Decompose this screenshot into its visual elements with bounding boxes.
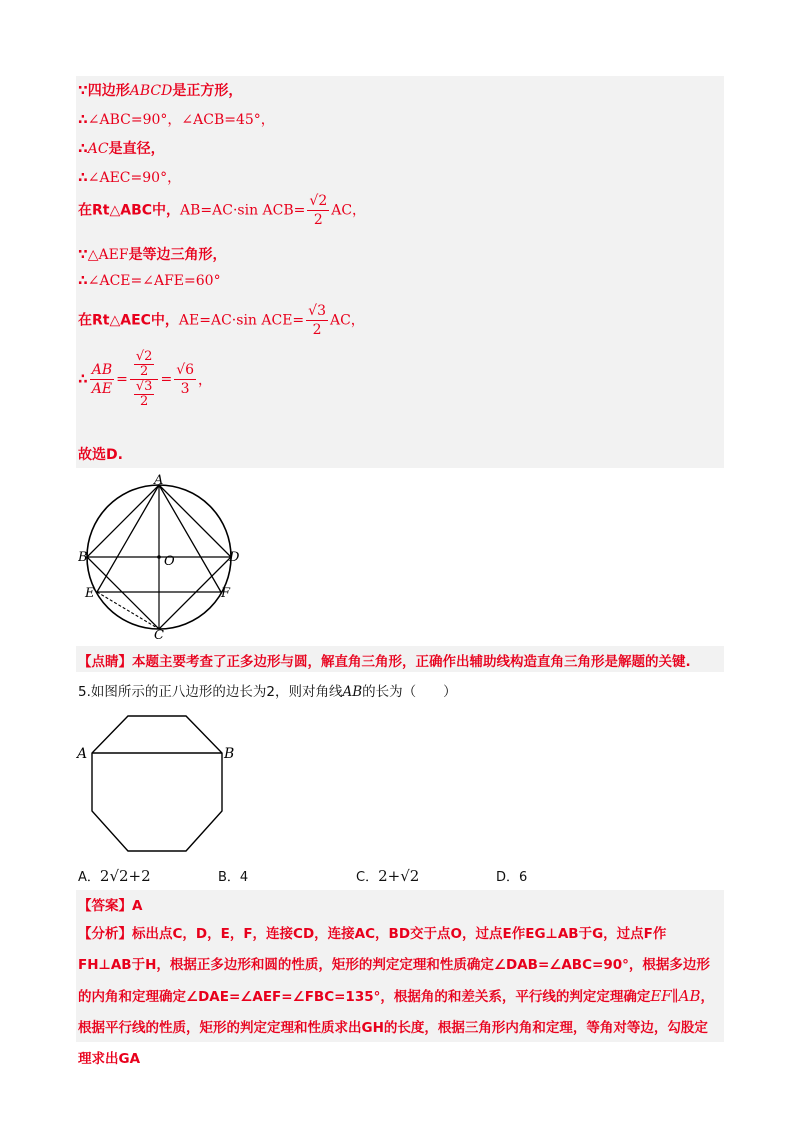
math: AB=AC·sin ACB=: [180, 202, 306, 219]
solution-line-9: [78, 350, 212, 409]
solution-line-4: [78, 167, 181, 187]
fraction-numerator: √3: [308, 303, 326, 319]
fraction-denominator: [130, 380, 159, 409]
option-letter: A．: [78, 870, 100, 885]
option-b[interactable]: [218, 866, 248, 885]
therefore-symbol: ∴: [78, 273, 88, 289]
solution-line-1: [78, 80, 242, 100]
comment-tag: 【点睛】: [78, 654, 132, 670]
comment-line: [78, 650, 691, 670]
math: AC，: [329, 312, 365, 329]
fraction-denominator: 2: [140, 394, 149, 409]
text: 在Rt△AEC中，: [78, 312, 179, 329]
label-b: B: [224, 746, 235, 762]
label-o: O: [164, 554, 175, 569]
text: 四边形: [87, 83, 130, 99]
solution-line-2: [78, 109, 275, 129]
label-f: F: [221, 586, 231, 601]
fraction-denominator: 2: [140, 364, 149, 379]
text: 在Rt△ABC中，: [78, 202, 181, 219]
label-c: C: [154, 628, 164, 640]
fraction-numerator: √2: [309, 193, 328, 209]
solution-line-3: [78, 138, 165, 158]
fraction-numerator: AB: [91, 362, 113, 378]
text: 是直径，: [108, 141, 165, 157]
math: △AEF: [87, 247, 129, 263]
analysis-paragraph: [78, 919, 718, 1075]
option-value: 4: [239, 870, 249, 885]
center-point: [157, 555, 161, 559]
answer-tag: 【答案】: [78, 898, 132, 914]
therefore-symbol: ∴: [78, 170, 88, 186]
math: ，: [198, 372, 213, 389]
var: AC: [87, 141, 109, 157]
analysis-text: ，根据平行线的性质，矩形的判定定理和性质求出GH的长度，根据三角形内角和定理，等角对等边，勾股定理求出GA: [78, 989, 715, 1067]
text: 是正方形，: [172, 83, 243, 99]
compound-fraction: [130, 350, 159, 409]
question-line: [78, 680, 457, 700]
solution-panel: [76, 76, 724, 468]
fraction-numerator: √2: [135, 349, 153, 364]
solution-line-7: [78, 273, 221, 289]
fraction: [306, 302, 328, 339]
math: AC，: [331, 202, 367, 219]
math: AE=AC·sin ACE=: [178, 312, 305, 329]
choose-answer-line: 故选D.: [78, 447, 123, 463]
question-tail: 的长为（ ）: [362, 684, 457, 700]
option-c[interactable]: [356, 866, 419, 885]
analysis-text: 标出点C，D，E，F，连接CD，连接AC，BD交于点O，过点E作EG⊥AB于G，过点F作FH⊥AB于H，根据正多边形和圆的性质，矩形的判定定理和性质确定∠DAB=∠ABC=90°，根据多边形的内角和定理确定∠DAE=∠AEF=∠FBC=135°，根据角的和差关系，平行线的判定定理确定: [78, 926, 710, 1005]
math: ∠ACE=∠AFE=60°: [87, 273, 221, 289]
fraction-numerator: √6: [176, 362, 195, 378]
equals: =: [160, 371, 173, 388]
fraction-denominator: 3: [180, 381, 190, 397]
label-e: E: [85, 586, 95, 601]
math: ∠AEC=90°，: [87, 170, 182, 186]
because-symbol: ∵: [78, 83, 88, 99]
fraction-denominator: 2: [313, 212, 323, 228]
answer-value: A: [132, 898, 143, 914]
question-number: 5.: [78, 684, 91, 700]
var: ABCD: [129, 83, 173, 99]
ratio-fraction: [90, 361, 114, 398]
label-b: B: [78, 550, 88, 565]
label-d: D: [229, 550, 240, 565]
option-letter: B．: [218, 870, 240, 885]
therefore-symbol: ∴: [78, 112, 88, 128]
solution-line-8: [78, 302, 365, 339]
therefore-symbol: ∴: [78, 371, 88, 388]
option-letter: C．: [356, 870, 379, 885]
fraction-numerator: √3: [135, 379, 153, 394]
therefore-symbol: ∴: [78, 141, 88, 157]
octagon: [92, 716, 222, 851]
solution-line-5: [78, 192, 366, 229]
comment-text: 本题主要考查了正多边形与圆，解直角三角形，正确作出辅助线构造直角三角形是解题的关键.: [132, 654, 691, 670]
inner-fraction: [134, 350, 155, 379]
analysis-tag: 【分析】: [78, 926, 132, 942]
solution-line-6: [78, 244, 227, 264]
answer-line: [78, 894, 142, 914]
fraction-numerator: [130, 350, 159, 380]
text: 是等边三角形，: [128, 247, 227, 263]
option-d[interactable]: [496, 866, 527, 885]
option-letter: D．: [496, 870, 520, 885]
option-value: 2+√2: [378, 867, 420, 885]
option-a[interactable]: [78, 866, 151, 885]
fraction-denominator: 2: [312, 322, 322, 338]
option-value: 6: [519, 870, 528, 885]
question-text: 如图所示的正八边形的边长为2，则对角线: [90, 684, 343, 700]
analysis-math: EF∥AB: [650, 987, 701, 1005]
question-var: AB: [342, 684, 363, 700]
label-a: A: [154, 473, 164, 488]
fraction: [307, 192, 329, 229]
figure-circle-square-triangle: [78, 472, 242, 640]
because-symbol: ∵: [78, 247, 88, 263]
math: ∠ABC=90°，∠ACB=45°，: [87, 112, 275, 128]
label-a: A: [77, 746, 88, 762]
fraction-denominator: AE: [91, 381, 113, 397]
option-value: 2√2+2: [99, 867, 151, 885]
inner-fraction: [134, 380, 155, 409]
result-fraction: [174, 361, 196, 398]
figure-octagon: [72, 712, 244, 858]
equals: =: [116, 371, 128, 388]
